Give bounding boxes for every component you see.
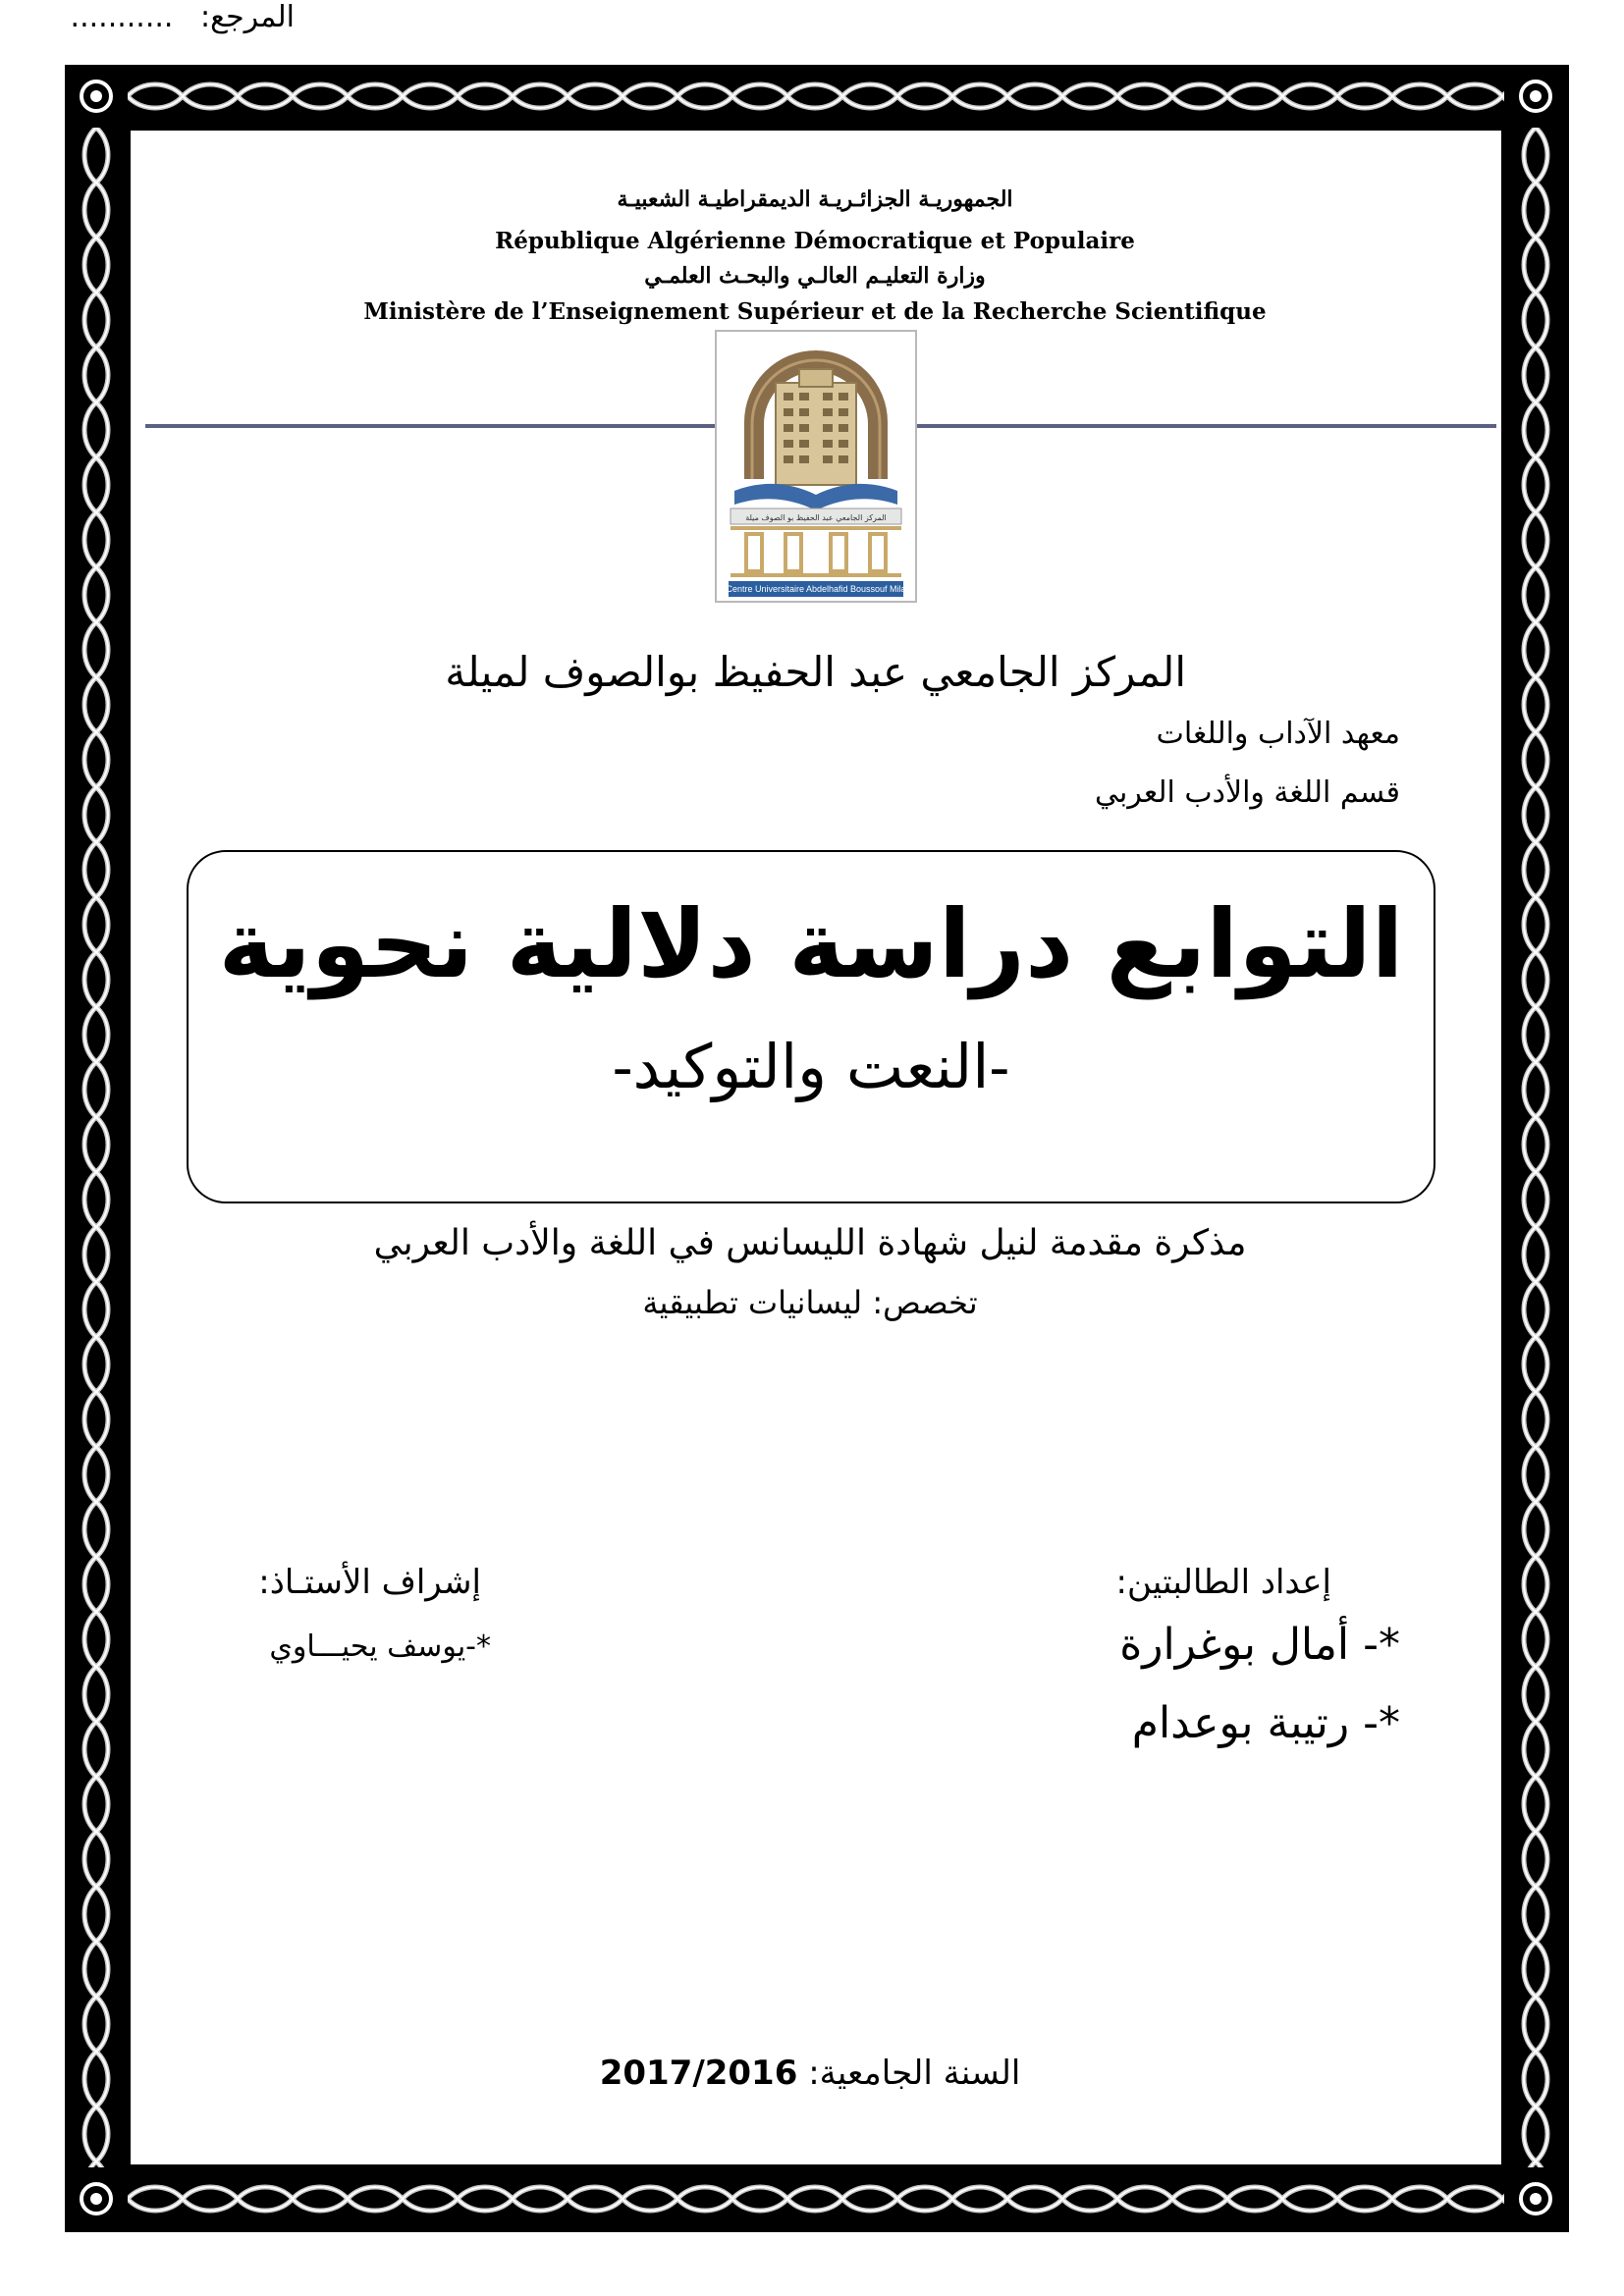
reference-value: ........... [70,0,174,34]
border-band-right [1516,128,1555,2167]
corner-ornament-icon [71,2173,122,2224]
supervisor-label: إشراف الأستـاذ: [258,1563,481,1602]
ministry-french: Ministère de l’Enseignement Supérieur et de la Recherche Scientifique [363,298,1267,325]
academic-year-label: السنة الجامعية: [808,2054,1021,2093]
thesis-subtitle: -النعت والتوكيد- [612,1031,1010,1102]
border-band-top [128,77,1504,116]
border-band-left [77,128,116,2167]
department-name: قسم اللغة والأدب العربي [1094,775,1400,810]
student-name: *- رتيبة بوعدام [1131,1698,1400,1748]
header-divider-right [917,424,1496,428]
ministry-arabic: وزارة التعليـم العالـي والبحـث العلمـي [644,263,986,289]
memo-description: مذكرة مقدمة لنيل شهادة الليسانس في اللغة والأدب العربي [373,1223,1247,1263]
institution-name: المركز الجامعي عبد الحفيظ بوالصوف لميلة [445,648,1186,696]
student-name: *- أمال بوغرارة [1119,1620,1400,1670]
logo-caption-arabic: المركز الجامعي عبد الحفيظ بو الصوف ميلة [745,513,887,522]
header-divider-left [145,424,715,428]
supervisor-name: *-يوسف يحيـــاوي [269,1629,491,1664]
logo-caption-french: Centre Universitaire Abdelhafid Boussouf Mila [726,584,906,594]
republic-french: République Algérienne Démocratique et Populaire [495,228,1135,254]
corner-ornament-icon [1510,71,1561,122]
university-logo [715,330,917,603]
faculty-name: معهد الآداب واللغات [1156,717,1400,751]
students-label: إعداد الطالبتين: [1115,1563,1331,1602]
academic-year [295,2054,1326,2093]
corner-ornament-icon [1510,2173,1561,2224]
academic-year-value: 2017/2016 [599,2054,798,2093]
thesis-title: التوابع دراسة دلالية نحوية [218,889,1404,999]
reference-label: المرجع: [200,0,295,34]
corner-ornament-icon [71,71,122,122]
republic-arabic: الجمهوريـة الجزائـريـة الديمقراطيـة الشعبيـة [617,187,1013,212]
border-band-bottom [128,2179,1504,2218]
specialty: تخصص: ليسانيات تطبيقية [642,1284,978,1321]
title-box [187,850,1435,1203]
reference-field [0,0,295,34]
university-logo-icon [717,332,915,601]
